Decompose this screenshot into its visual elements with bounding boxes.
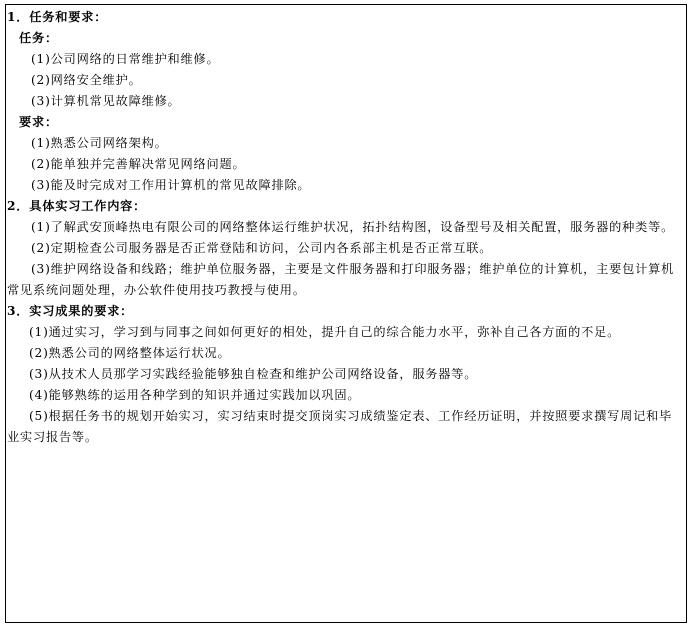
task-item: (3)计算机常见故障维修。 bbox=[31, 94, 181, 108]
result-item: (3)从技术人员那学习实践经验能够独自检查和维护公司网络设备，服务器等。 bbox=[29, 367, 478, 381]
work-item: (3)维护网络设备和线路；维护单位服务器，主要是文件服务器和打印服务器；维护单位的计算机，主要包计算机常见系统问题处理，办公软件使用技巧教授与使用。 bbox=[7, 262, 675, 297]
section-title: 3．实习成果的要求： bbox=[7, 304, 134, 318]
requirement-item: (1)熟悉公司网络架构。 bbox=[31, 136, 168, 150]
work-item: (1)了解武安顶峰热电有限公司的网络整体运行维护状况，拓扑结构图，设备型号及相关配置，服务器的种类等。 bbox=[31, 220, 675, 234]
task-label: 任务： bbox=[19, 31, 58, 45]
section-results-requirements bbox=[7, 301, 683, 448]
task-item: (2)网络安全维护。 bbox=[31, 73, 142, 87]
result-item: (1)通过实习，学习到与同事之间如何更好的相处，提升自己的综合能力水平，弥补自己各方面的不足。 bbox=[29, 325, 621, 339]
result-item: (5)根据任务书的规划开始实习，实习结束时提交顶岗实习成绩鉴定表、工作经历证明，并按照要求撰写周记和毕业实习报告等。 bbox=[7, 409, 673, 444]
requirement-item: (2)能单独并完善解决常见网络问题。 bbox=[31, 157, 246, 171]
requirement-item: (3)能及时完成对工作用计算机的常见故障排除。 bbox=[31, 178, 311, 192]
requirement-label: 要求： bbox=[19, 115, 58, 129]
section-title: 2．具体实习工作内容： bbox=[7, 199, 147, 213]
section-tasks-and-requirements bbox=[7, 7, 683, 196]
document-body bbox=[7, 7, 683, 448]
section-work-content bbox=[7, 196, 683, 301]
task-item: (1)公司网络的日常维护和维修。 bbox=[31, 52, 220, 66]
result-item: (2)熟悉公司的网络整体运行状况。 bbox=[29, 346, 231, 360]
result-item: (4)能够熟练的运用各种学到的知识并通过实践加以巩固。 bbox=[29, 388, 361, 402]
work-item: (2)定期检查公司服务器是否正常登陆和访问，公司内各系部主机是否正常互联。 bbox=[31, 241, 493, 255]
section-title: 1．任务和要求： bbox=[7, 10, 108, 24]
